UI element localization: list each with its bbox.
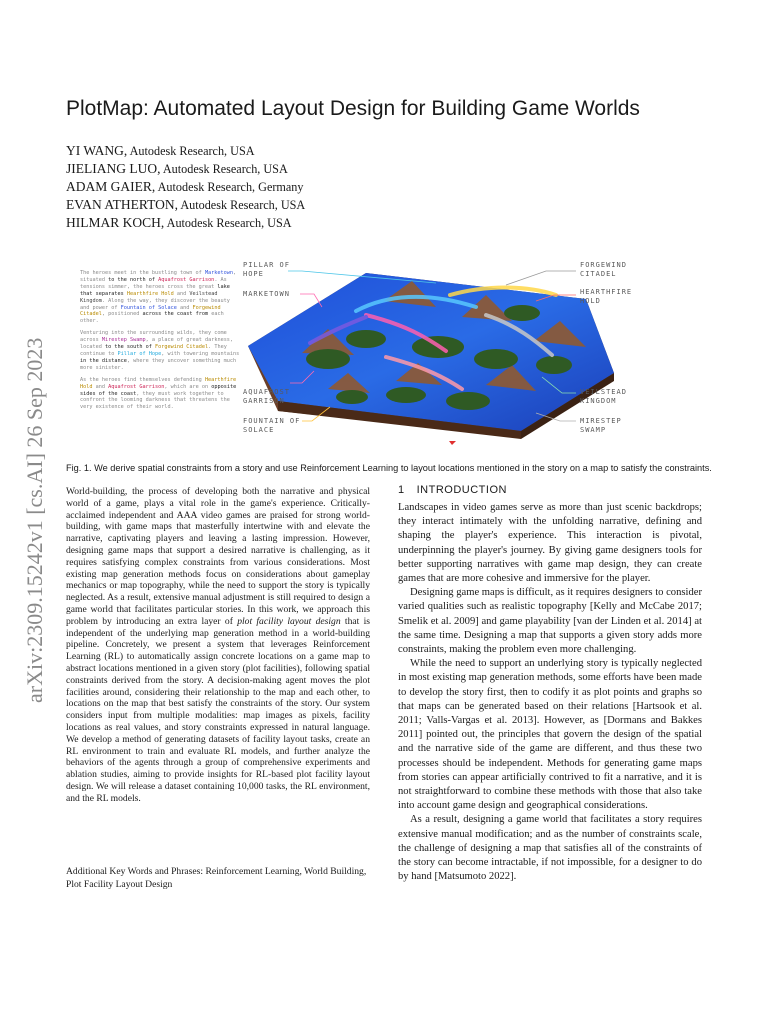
keywords: Additional Key Words and Phrases: Reinforcement Learning, World Building, Plot Facility Layout Design (66, 866, 367, 890)
abstract: World-building, the process of developing both the narrative and physical world of a game, plays a vital role in the game's experience. Critically-acclaimed independent and AAA video games are praised for strong world-building, with game maps that masterfully intertwine with and elevate the narrative, captivating players and leaving a lasting impression. However, designing game maps that support a desired narrative is challenging, as it requires satisfying complex constraints from various considerations. Most existing map generation methods focus on considerations about gameplay mechanics or map topography, while the need to support the story is typically neglected. As a result, extensive manual adjustment is still required to design a game world that facilitates particular stories. In this work, we approach this problem by introducing an extra layer of plot facility layout design that is independent of the underlying map generation method in a world-building pipeline. Concretely, we present a system that leverages Reinforcement Learning (RL) to automatically assign concrete locations on a game map to abstract locations mentioned in a given story (plot facilities), following spatial constraints derived from the story. A decision-making agent moves the plot facilities around, considering their relationship to the map and each other, to locations on the map that best satisfy the constraints of the story. Our system considers input from multiple modalities: map images as pixels, facility locations as real values, and story constraints expressed in natural language. We develop a method of generating datasets of facility layout tasks, create an RL environment to train and evaluate RL models, and further analyze the behaviors of the agents through a group of comprehensive experiments and ablation studies, aiming to provide insights for RL-based plot facility layout design. We will release a dataset containing 10,000 tasks, the RL environment, and the RL models. (66, 486, 370, 804)
story-paragraph: Venturing into the surrounding wilds, they come across Mirestep Swamp, a place of great darkness, located to the south of Forgewind Citadel. They continue to Pillar of Hope, with towering mountains in the distance, where they uncover something much more sinister. (80, 330, 240, 371)
story-text-panel (80, 270, 240, 416)
terrain-map-illustration (248, 273, 614, 445)
author-affiliation: Autodesk Research, USA (160, 162, 288, 176)
story-location: Fountain of Solace (120, 304, 177, 311)
story-location: Aquafrost Garrison (158, 276, 215, 283)
story-location: Forgewind Citadel (80, 304, 221, 318)
story-relation: to the north of (108, 276, 155, 283)
story-paragraph: As the heroes find themselves defending Hearthfire Hold and Aquafrost Garrison, which are on opposite sides of the coast, they must work together to confront the looming darkness that threatens the very existence of their world. (80, 376, 237, 411)
story-location: Hearthfire Hold (80, 376, 237, 390)
author-affiliation: Autodesk Research, USA (164, 216, 292, 230)
story-relation: lake that separates (80, 283, 230, 297)
map-label-pillar-of-hope: PILLAR OF HOPE (243, 261, 290, 278)
author-entry (66, 214, 566, 232)
map-label-forgewind-citadel: FORGEWIND CITADEL (580, 261, 627, 278)
author-name: ADAM GAIER, (66, 179, 156, 194)
story-location: Pillar of Hope (117, 350, 162, 357)
figure-caption: Fig. 1. We derive spatial constraints from a story and use Reinforcement Learning to layout locations mentioned in the story on a map to satisfy the constraints. (66, 463, 712, 473)
story-relation: in the distance (80, 357, 127, 364)
author-affiliation: Autodesk Research, Germany (155, 180, 304, 194)
story-location: Veilstead Kingdom (80, 290, 218, 304)
intro-paragraph: Designing game maps is difficult, as it requires designers to consider varied qualities such as realistic topography [Kelly and McCabe 2017; Smelik et al. 2009] and game playability [van der Linden et al. 2014] at the same time. Designing a map that supports a given story adds more constraints, making the problem even more challenging. (398, 587, 702, 656)
arxiv-stamp (8, 285, 52, 705)
author-name: EVAN ATHERTON, (66, 197, 178, 212)
map-label-fountain-of-solace: FOUNTAIN OF SOLACE (243, 417, 301, 434)
author-name: YI WANG, (66, 143, 128, 158)
section-number: 1 (398, 484, 405, 496)
map-label-marketown: MARKETOWN (243, 290, 290, 298)
intro-paragraph: While the need to support an underlying story is typically neglected in most existing map generation methods, some efforts have been made to develop the story first, then to codify it as plot points and graphs so that maps can be generated based on their relations [Hartsook et al. 2011; Valls-Vargas et al. 2013]. However, as [Dormans and Bakkes 2011] pointed out, the principles that govern the design of the spatial and the narrative side of the game are different, and thus these two processes should be independent. Methods for generating game maps from stories can appear artificially contrived to fit a narrative, and it is not straightforward to combine these methods with those that also take into account game design and geographical considerations. (398, 658, 702, 812)
author-name: JIELIANG LUO, (66, 161, 161, 176)
author-entry (66, 160, 566, 178)
story-location: Aquafrost Garrison (108, 383, 165, 390)
author-list (66, 142, 566, 232)
story-paragraph: The heroes meet in the bustling town of Marketown, situated to the north of Aquafrost Garrison. As tensions simmer, the heroes cross the great lake that separates Hearthfire Hold and Veilstead Kingdom. Along the way, they discover the beauty and power of Fountain of Solace and Forgewind Citadel, positioned across the coast from each other. (80, 270, 237, 325)
map-label-aquafrost-garrison: AQUAFROST GARRISON (243, 388, 290, 405)
story-location: Hearthfire Hold (126, 290, 174, 297)
author-affiliation: Autodesk Research, USA (127, 144, 255, 158)
story-location: Forgewind Citadel (154, 344, 209, 351)
author-entry (66, 196, 566, 214)
story-relation: opposite sides of the coast (80, 383, 237, 397)
arxiv-identifier: arXiv:2309.15242v1 [cs.AI] 26 Sep 2023 (22, 337, 47, 703)
story-location: Mirestep Swamp (101, 337, 146, 344)
section-heading (398, 484, 519, 496)
intro-paragraph: As a result, designing a game world that facilitates a story requires extensive manual modification; and as the number of constraints scale, the challenge of designing a map that satisfies all of the constraints of the story can become intractable, if not impossible, for a designer to do by hand [Matsumoto 2022]. (398, 814, 702, 883)
paper-title: PlotMap: Automated Layout Design for Building Game Worlds (66, 97, 640, 120)
story-relation: across the coast from (142, 311, 209, 318)
author-name: HILMAR KOCH, (66, 215, 165, 230)
introduction-body (398, 501, 702, 884)
map-label-mirestep-swamp: MIRESTEP SWAMP (580, 417, 622, 434)
author-entry (66, 142, 566, 160)
story-location: Marketown (204, 270, 234, 276)
map-label-veilstead-kingdom: VEILSTEAD KINGDOM (580, 388, 627, 405)
author-affiliation: Autodesk Research, USA (177, 198, 306, 212)
abstract-emphasis: plot facility layout design (237, 615, 341, 627)
author-entry (66, 178, 566, 196)
intro-paragraph: Landscapes in video games serve as more than just scenic backdrops; they interact intimately with the unfolding narrative, defining and shaping the player's experience. This interaction is pivotal, underpinning the player's journey. By giving game designers tools for better supporting narratives with game map design, they can create games that are more cohesive and immersive for the player. (398, 502, 702, 585)
story-relation: to the south of (105, 344, 152, 351)
map-label-hearthfire-hold: HEARTHFIRE HOLD (580, 288, 633, 305)
section-title: INTRODUCTION (416, 484, 507, 496)
